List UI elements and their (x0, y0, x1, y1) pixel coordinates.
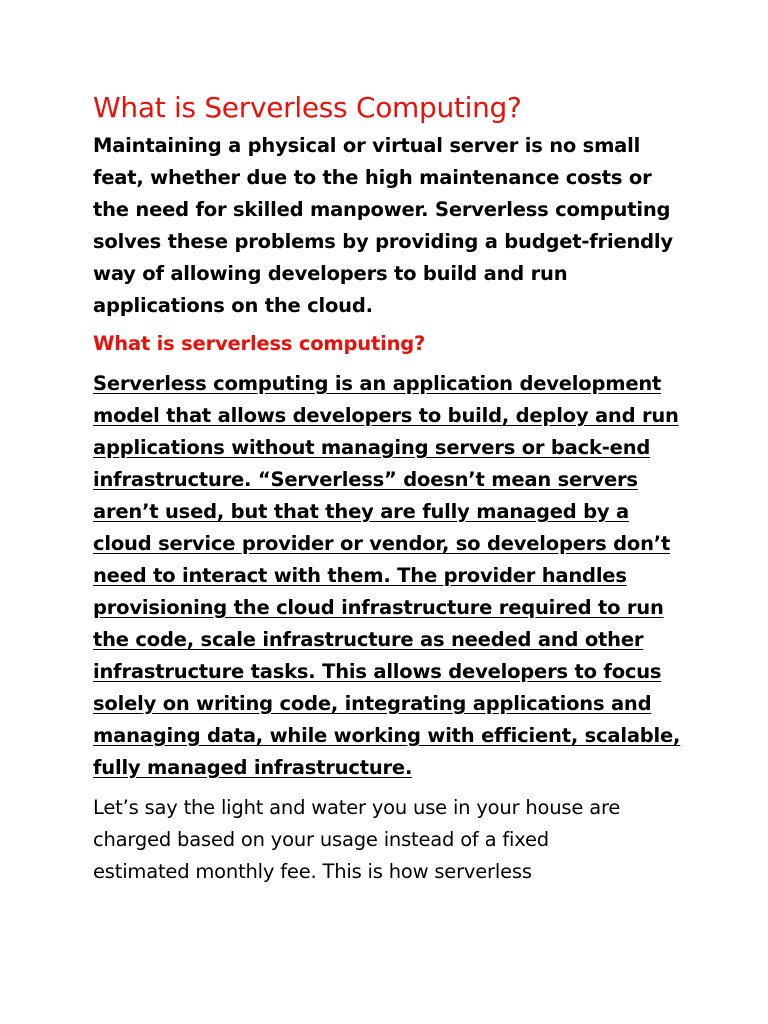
intro-paragraph (93, 130, 693, 322)
intro-line: applications on the cloud. (93, 294, 373, 317)
intro-line: solves these problems by providing a budget-friendly (93, 230, 673, 253)
intro-line: feat, whether due to the high maintenance costs or (93, 166, 652, 189)
page-title: What is Serverless Computing? (93, 91, 522, 124)
analogy-paragraph (93, 792, 693, 888)
definition-line: model that allows developers to build, deploy and run (93, 404, 679, 427)
definition-line: applications without managing servers or back-end (93, 436, 651, 459)
definition-line: aren’t used, but that they are fully managed by a (93, 500, 629, 523)
definition-line: solely on writing code, integrating applications and (93, 692, 652, 715)
analogy-line: estimated monthly fee. This is how serverless (93, 860, 532, 883)
definition-line: provisioning the cloud infrastructure required to run (93, 596, 664, 619)
definition-line: managing data, while working with efficient, scalable, (93, 724, 681, 747)
intro-line: way of allowing developers to build and run (93, 262, 568, 285)
analogy-line: charged based on your usage instead of a fixed (93, 828, 549, 851)
definition-paragraph (93, 368, 693, 784)
definition-line: fully managed infrastructure. (93, 756, 413, 779)
definition-line: infrastructure tasks. This allows developers to focus (93, 660, 662, 683)
definition-line: need to interact with them. The provider handles (93, 564, 627, 587)
definition-line: Serverless computing is an application development (93, 372, 662, 395)
intro-line: the need for skilled manpower. Serverless computing (93, 198, 671, 221)
document-page (93, 88, 693, 888)
section-heading: What is serverless computing? (93, 332, 426, 355)
definition-line: infrastructure. “Serverless” doesn’t mean servers (93, 468, 638, 491)
intro-line: Maintaining a physical or virtual server is no small (93, 134, 641, 157)
analogy-line: Let’s say the light and water you use in your house are (93, 796, 621, 819)
definition-line: the code, scale infrastructure as needed and other (93, 628, 644, 651)
definition-line: cloud service provider or vendor, so developers don’t (93, 532, 671, 555)
